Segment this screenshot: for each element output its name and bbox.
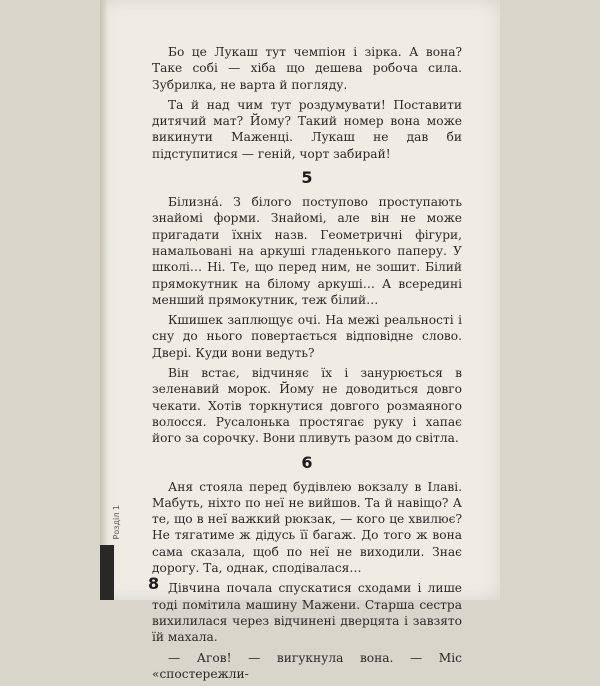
paragraph: Білизна́. З білого поступово проступають знайомі форми. Знайомі, але він не може пригадати їхніх назв. Геометричні фігури, намальовані на аркуші гладенького паперу. У школі… Ні. Те, що перед ним, не зошит. Білий прямокутник на білому аркуші… А всередині менший прямокутник, теж білий… xyxy=(152,195,462,307)
page-number: 8 xyxy=(148,574,160,593)
text-column xyxy=(152,44,462,686)
paragraph: Кшишек заплющує очі. На межі реальності і сну до нього повертається відповідне слово. Двері. Куди вони ведуть? xyxy=(152,313,462,360)
paragraph: Бо це Лукаш тут чемпіон і зірка. А вона? Таке собі — хіба що дешева робоча сила. Зубрилка, не варта й погляду. xyxy=(152,45,462,92)
chapter-number: 6 xyxy=(301,452,313,472)
paragraph: Та й над чим тут роздумувати! Поставити дитячий мат? Йому? Такий номер вона може викинути Маженці. Лукаш не дав би підступитися — геній, чорт забирай! xyxy=(152,97,462,161)
paragraph: Він встає, відчиняє їх і занурюється в зеленавий морок. Йому не доводиться довго чекати. Хотів торкнутися довгого розмаяного волосся. Русалонька простягає руку і хапає його за сорочку. Вони пливуть разом до світла. xyxy=(152,366,462,446)
page-edge-stripe xyxy=(100,545,114,600)
page-spine-shadow xyxy=(100,0,108,600)
chapter-number: 5 xyxy=(301,168,313,188)
paragraph: Аня стояла перед будівлею вокзалу в Ілаві. Мабуть, ніхто по неї не вийшов. Та й навіщо? А те, що в неї важкий рюкзак, — кого це хвилює? Не тягатиме ж дідусь її багаж. До того ж вона сама сказала, щоб по неї не виходили. Знає дорогу. Та, однак, сподівалася… xyxy=(152,479,462,576)
paragraph: — Агов! — вигукнула вона. — Міс «спостережли- xyxy=(152,650,462,681)
side-marker: Розділ 1 xyxy=(112,505,121,540)
paragraph: Дівчина почала спускатися сходами і лише тоді помітила машину Мажени. Старша сестра вихилилася через відчинені дверцята і завзято їй махала. xyxy=(152,581,462,645)
